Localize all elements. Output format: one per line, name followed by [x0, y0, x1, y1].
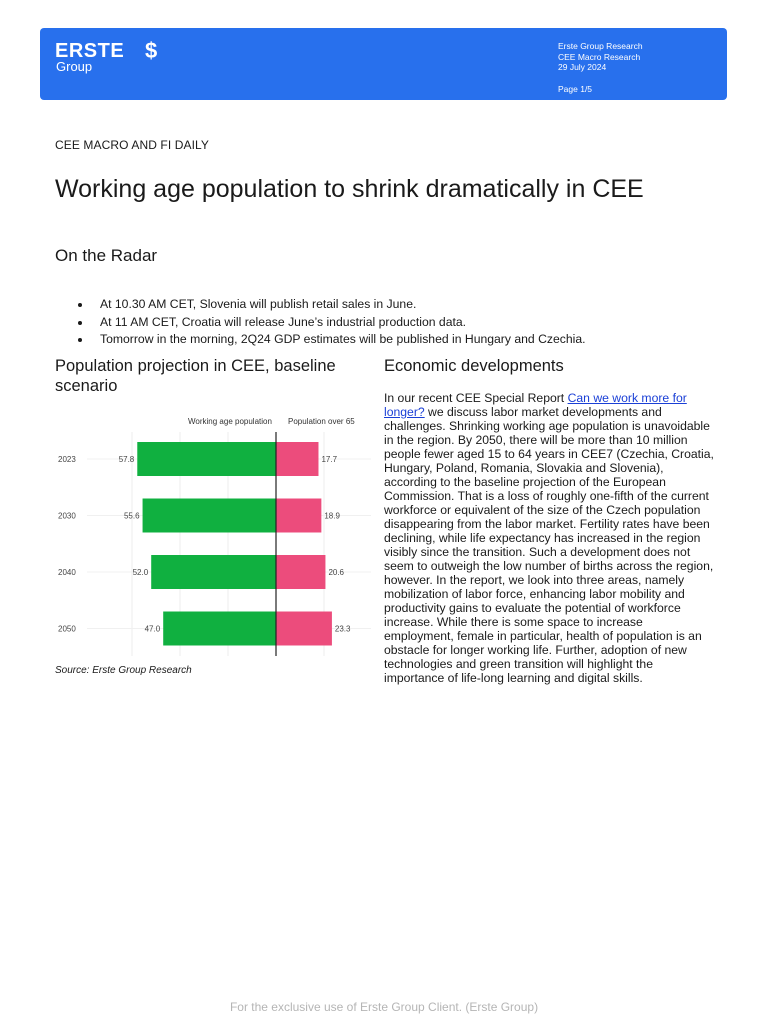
footer-disclaimer: For the exclusive use of Erste Group Client. (Erste Group)	[229, 1000, 539, 1014]
population-projection-chart	[55, 408, 371, 660]
chart-svg	[55, 408, 371, 660]
y-tick-label: 2030	[58, 511, 76, 521]
list-item: Tomorrow in the morning, 2Q24 GDP estimates will be published in Hungary and Czechia.	[78, 331, 585, 349]
page-number: Page 1/5	[558, 83, 593, 94]
radar-bullet-list	[78, 296, 585, 349]
body-paragraph	[384, 391, 714, 685]
bar-working-age	[163, 612, 276, 646]
data-label-working-age: 47.0	[144, 624, 161, 634]
body-intro: In our recent CEE Special Report	[384, 391, 568, 405]
special-report-link[interactable]: Can we work more for longer?	[384, 391, 687, 419]
data-label-over-65: 18.9	[324, 511, 340, 521]
page-title: Working age population to shrink dramatically in CEE	[55, 175, 644, 203]
logo-subtitle: Group	[56, 59, 93, 74]
report-kicker: CEE MACRO AND FI DAILY	[55, 138, 210, 152]
legend-over-65: Population over 65	[288, 417, 355, 426]
report-header-banner	[40, 28, 727, 100]
economic-developments-heading: Economic developments	[384, 357, 564, 375]
y-tick-label: 2040	[58, 568, 76, 577]
sparkasse-s-icon: $	[145, 38, 158, 63]
data-label-over-65: 23.3	[334, 624, 351, 634]
y-tick-label: 2050	[58, 624, 76, 634]
bar-working-age	[137, 442, 276, 476]
bar-over-65	[276, 612, 332, 646]
header-meta	[558, 41, 643, 94]
data-label-over-65: 20.6	[328, 568, 345, 577]
body-rest: we discuss labor market developments and challenges. Shrinking working age population is unavoidable in the region. By 2050, there will be more than 10 million people fewer aged 15 to 64 years in CEE7 (Czechia, Croatia, Hungary, Poland, Romania, Slovakia and Slovenia), according to the baseline projection of the European Commission. That is a loss of roughly one-fifth of the current workforce or equivalent of the size of the Czech population disappearing from the labor market. Fertility rates have been declining, while life expectancy has increased in the region visibly since the transition. Such a development does not seem to outweigh the low number of births across the region, however. In the report, we look into three areas, namely mobilization of labor force, enhancing labor mobility and productivity gains to evaluate the potential of workforce increase. While there is some space to increase employment, female in particular, health of population is an obstacle for longer working life. Further, adoption of new technologies and green transition will highlight the importance of life-long learning and digital skills.	[384, 405, 714, 685]
bar-over-65	[276, 442, 318, 476]
bar-working-age	[151, 555, 276, 589]
bar-over-65	[276, 499, 321, 533]
data-label-over-65: 17.7	[321, 455, 338, 464]
list-item: At 10.30 AM CET, Slovenia will publish retail sales in June.	[78, 296, 585, 314]
logo-wordmark: ERSTE	[55, 40, 125, 62]
list-item: At 11 AM CET, Croatia will release June’s industrial production data.	[78, 314, 585, 332]
data-label-working-age: 55.6	[123, 511, 140, 521]
section-subtitle: On the Radar	[55, 246, 158, 265]
legend-working-age: Working age population	[188, 417, 272, 426]
chart-source: Source: Erste Group Research	[55, 665, 192, 676]
data-label-working-age: 57.8	[118, 455, 135, 464]
meta-department: CEE Macro Research	[558, 51, 641, 62]
chart-heading: Population projection in CEE, baseline scenario	[55, 357, 336, 395]
erste-group-logo	[55, 38, 158, 74]
data-label-working-age: 52.0	[132, 568, 149, 577]
meta-date: 29 July 2024	[558, 62, 607, 72]
y-tick-label: 2023	[58, 455, 76, 464]
bar-over-65	[276, 555, 325, 589]
bar-working-age	[143, 499, 276, 533]
meta-publisher: Erste Group Research	[558, 41, 643, 51]
